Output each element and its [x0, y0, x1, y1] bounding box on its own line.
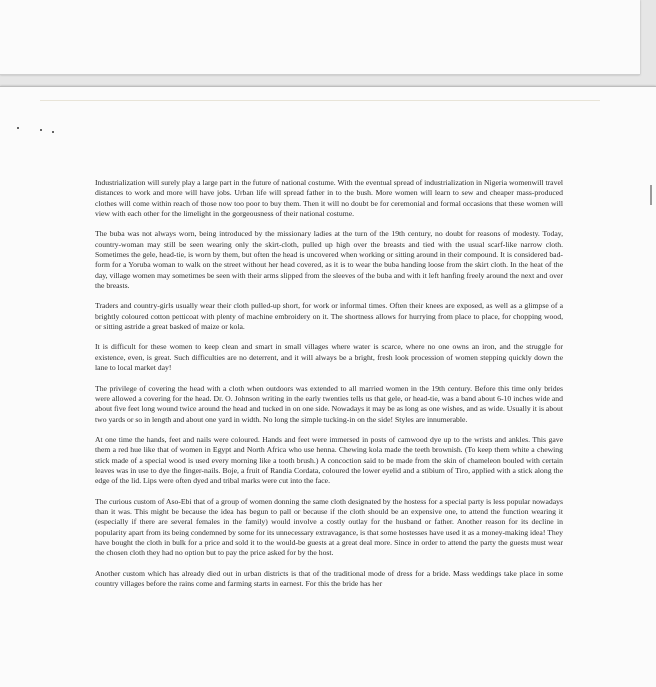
- page-edge-mark: [650, 185, 652, 205]
- document-body: [95, 178, 563, 599]
- paragraph: Industrialization will surely play a large part in the future of national costume. With the eventual spread of industrialization in Nigeria womenwill travel distances to work and more will have jobs. Urban life will spread father in to the bush. More women will learn to sew and cheaper mass-produced clothes will come within reach of those now too poor to buy them. Then it will no doubt be for ceremonial and formal occasions that these women will view with each other for the limelight in the gorgeousness of their national costume.: [95, 178, 563, 219]
- scan-speck: [52, 131, 54, 133]
- paragraph: The privilege of covering the head with a cloth when outdoors was extended to all married women in the 19th century. Before this time only brides were allowed a covering for the head. Dr. O. Johnson writing in the early twenties tells us that gele, or head-tie, was a band about 6-10 inches wide and about five feet long wound twice around the head and tucked in on one side. Nowadays it may be as long as one wishes, and as wide. Usually it is about two yards or so in length and about one yard in width. No long the simple tucking-in on the side! Styles are innumerable.: [95, 383, 563, 424]
- paragraph: Traders and country-girls usually wear their cloth pulled-up short, for work or informal times. Often their knees are exposed, as well as a glimpse of a brightly coloured cotton petticoat with plenty of machine embroidery on it. The shortness allows for hurrying from place to place, for chopping wood, or sitting astride a great basked of maize or kola.: [95, 301, 563, 332]
- paragraph: Another custom which has already died out in urban districts is that of the traditional mode of dress for a bride. Mass weddings take place in some country villages before the rains come and farming starts in earnest. For this the bride has her: [95, 568, 563, 588]
- scan-shadow-line: [40, 100, 600, 101]
- paragraph: It is difficult for these women to keep clean and smart in small villages where water is scarce, where no one owns an iron, and the struggle for existence, even, is great. Such difficulties are no deterrent, and it will always be a bright, fresh look procession of women stepping quickly down the lane to local market day!: [95, 342, 563, 373]
- scan-speck: [17, 127, 19, 129]
- paragraph: The curious custom of Aso-Ebi that of a group of women donning the same cloth designated by the hostess for a special party is less popular nowadays than it was. This might be because the idea has begun to pall or because if the cloth should be an expensive one, to attend the function wearing it (especially if there are several females in the family) would involve a costly outlay for the husband or father. Another reason for its decline in popularity apart from its being condemned by some for its unnecessary extravagance, is that some hostesses have used it as a money-making idea! They have bought the cloth in bulk for a price and sold it to the would-be guests at a great deal more. Since in order to attend the party the guests must wear the chosen cloth they had no option but to pay the price asked for by the host.: [95, 496, 563, 558]
- paragraph: At one time the hands, feet and nails were coloured. Hands and feet were immersed in posts of camwood dye up to the wrists and ankles. This gave them a red hue like that of women in Egypt and North Africa who use henna. Chewing kola made the teeth brownish. (To keep them white a chewing stick made of a special wood is used every morning like a tooth brush.) A concoction said to be made from the skin of chameleon bouled with certain leaves was in use to dye the finger-nails. Boje, a fruit of Randia Cordata, coloured the lower eyelid and a stibium of Tiro, applied with a stick along the edge of the lid. Lips were often dyed and tribal marks were cut into the face.: [95, 434, 563, 486]
- previous-page-sheet: [0, 0, 640, 75]
- scan-speck: [40, 129, 42, 131]
- paragraph: The buba was not always worn, being introduced by the missionary ladies at the turn of the 19th century, no doubt for reasons of modesty. Today, country-woman may still be seen wearing only the skirt-cloth, pulled up high over the breasts and tied with the usual scarf-like narrow cloth. Sometimes the gele, head-tie, is worn by them, but often the head is uncovered when working or sitting around in their compound. It is considered bad-form for a Yoruba woman to walk on the street without her head covered, as it is to wear the buba handing loose from the skirt cloth. In the heat of the day, village women may sometimes be seen with their arms slipped from the sleeves of the buba and with it left hanfing freely around the next and over the breasts.: [95, 229, 563, 291]
